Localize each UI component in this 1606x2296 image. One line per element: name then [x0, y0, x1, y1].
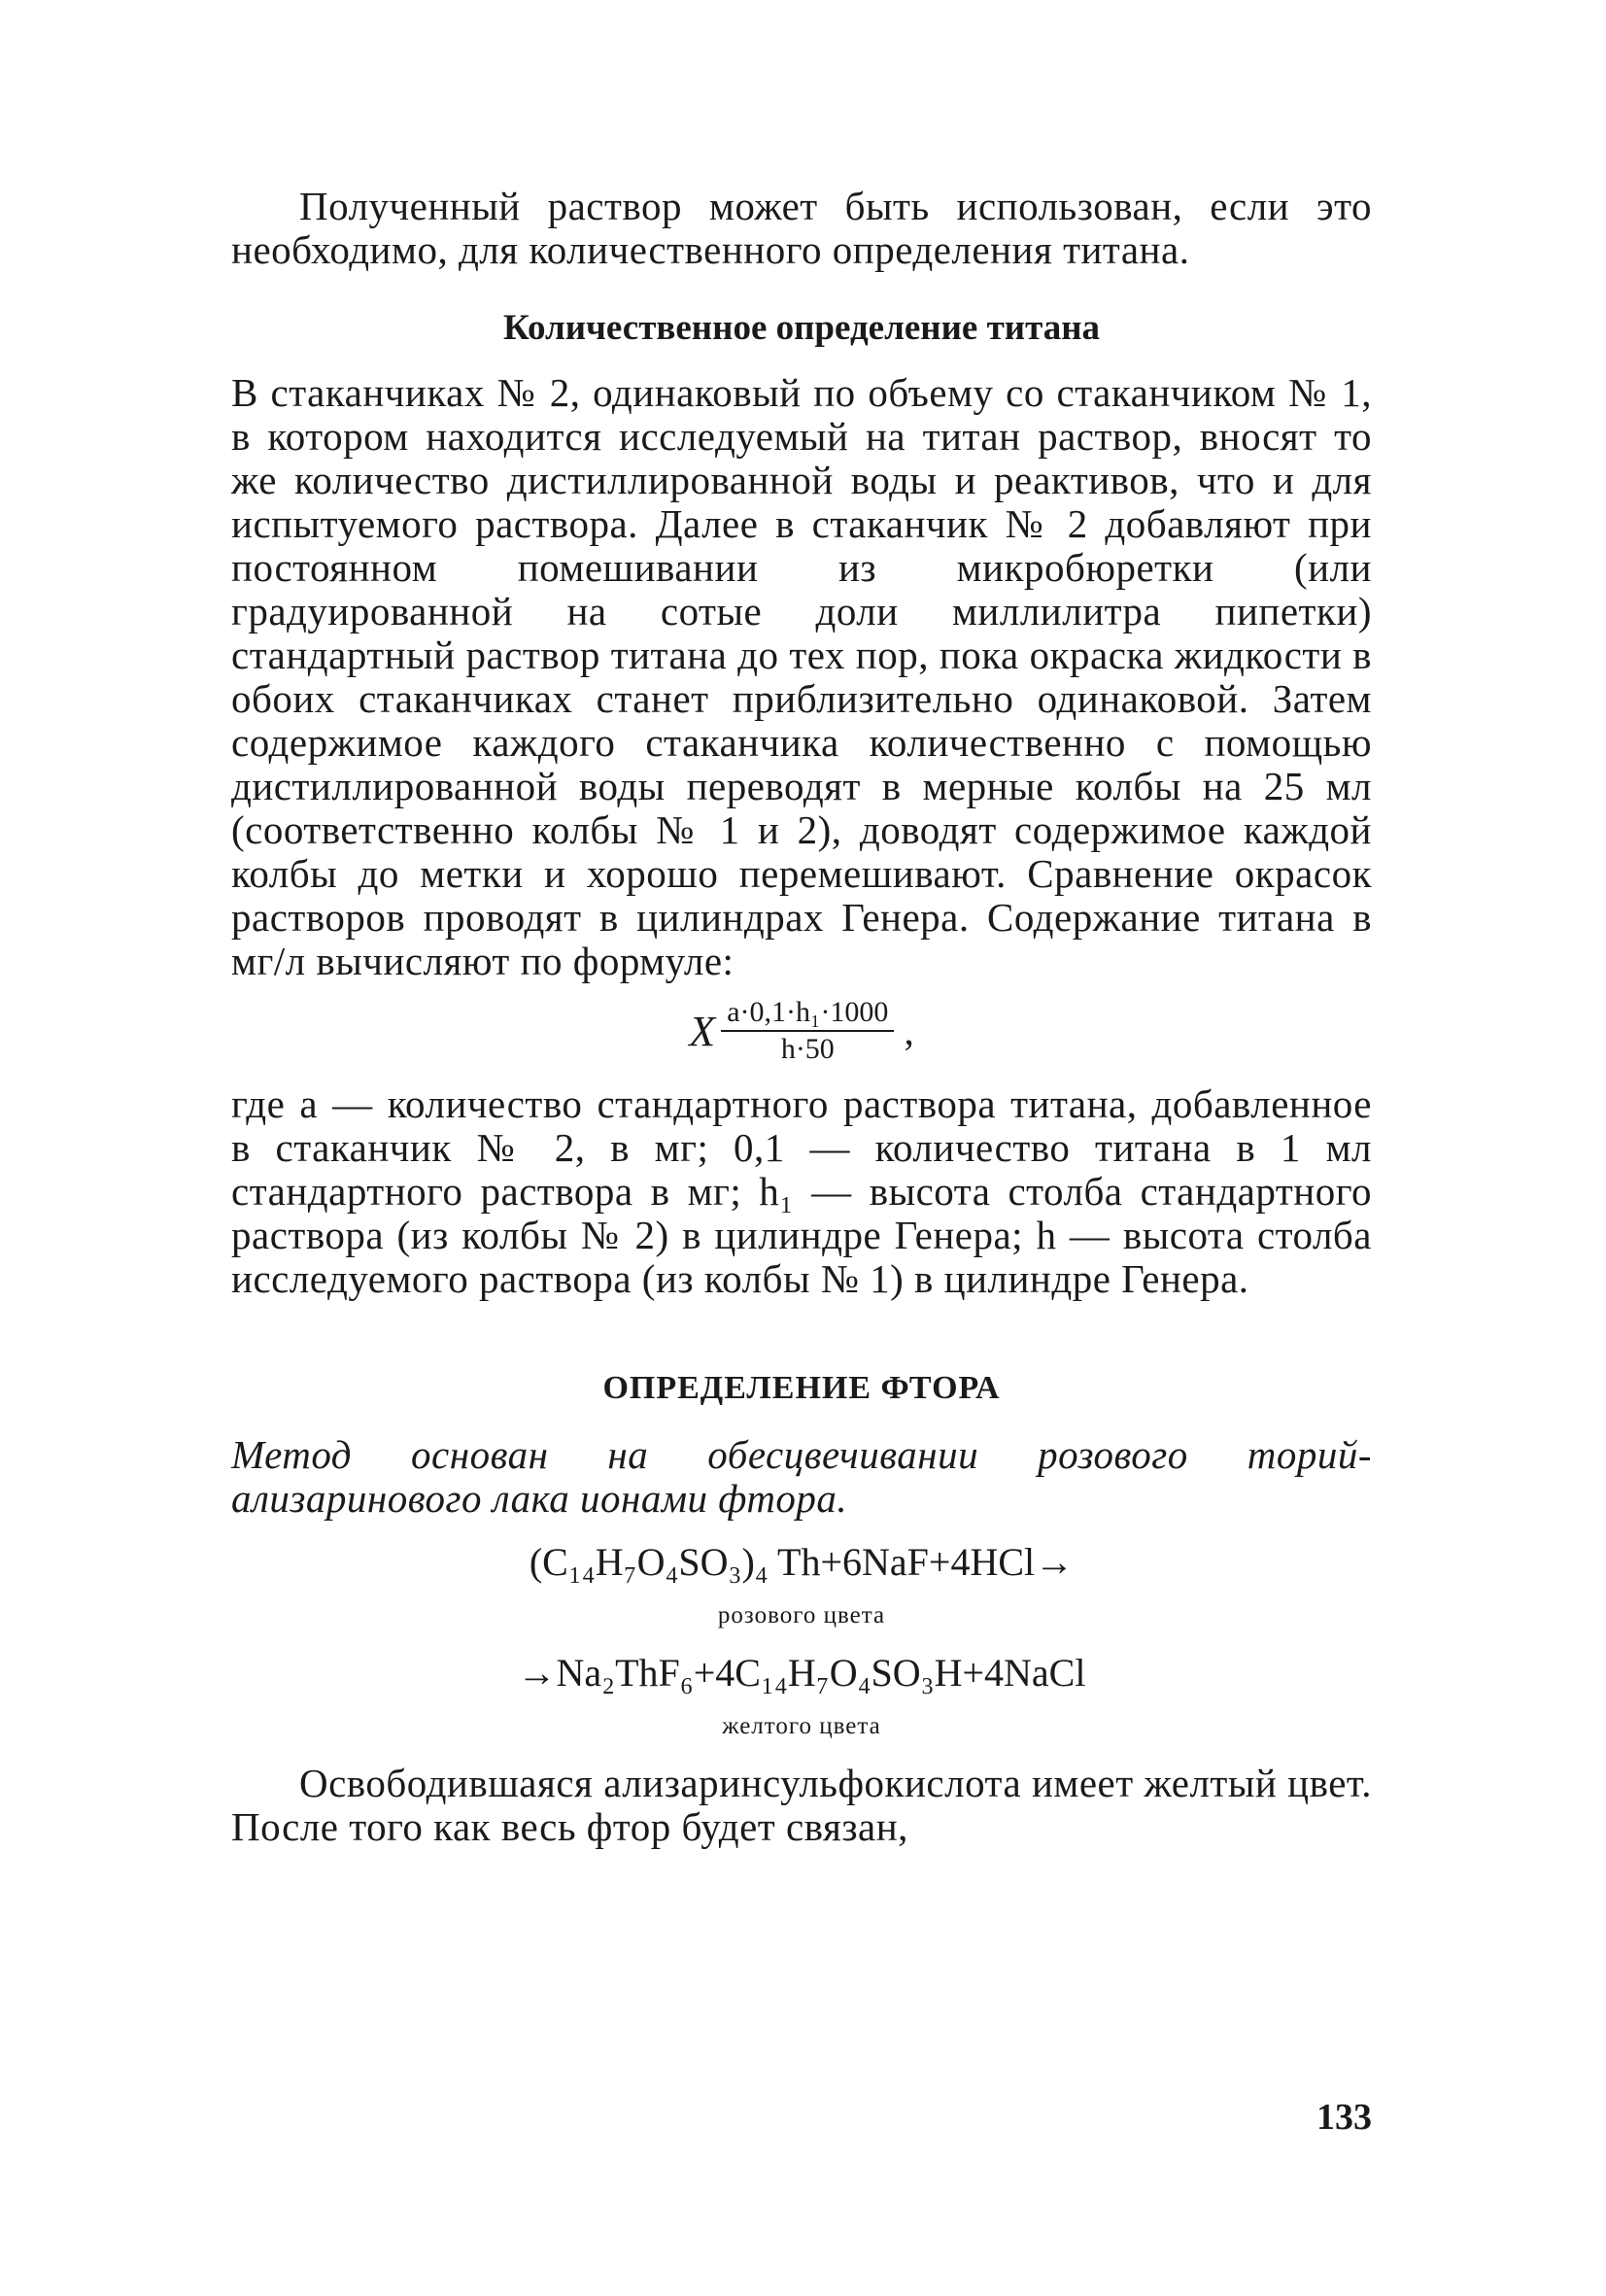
- page-number: 133: [1316, 2097, 1372, 2138]
- page-body: [231, 185, 1372, 1849]
- formula-fraction: [721, 997, 894, 1065]
- closing-paragraph: Освободившаяся ализаринсульфокислота имеет желтый цвет. После того как весь фтор будет связан,: [231, 1761, 1372, 1849]
- reaction-equation-line2: →Na₂ThF₆+4C₁₄H₇O₄SO₃H+4NaCl: [517, 1651, 1086, 1695]
- reaction-equation-line1: (C₁₄H₇O₄SO₃)₄ Th+6NaF+4HCl→: [529, 1540, 1075, 1584]
- section-title-titanium: Количественное определение титана: [502, 308, 1101, 348]
- section-title-fluorine: ОПРЕДЕЛЕНИЕ ФТОРА: [602, 1370, 1001, 1406]
- reaction-caption-yellow: желтого цвета: [722, 1713, 881, 1739]
- reaction-caption-pink: розового цвета: [717, 1602, 886, 1628]
- formula-variable: X: [689, 1007, 716, 1055]
- fluorine-method-paragraph: Метод основан на обесцвечивании розового торий-ализаринового лака ионами фтора.: [231, 1432, 1372, 1521]
- titanium-body-paragraph: В стаканчиках № 2, одинаковый по объему со стаканчиком № 1, в котором находится исследуемый на титан раствор, вносят то же количество дистиллированной воды и реактивов, что и для испытуемого раствора. Далее в стаканчик № 2 добавляют при постоянном помешивании из микробюретки (или градуированной на сотые доли миллилитра пипетки) стандартный раствор титана до тех пор, пока окраска жидкости в обоих стаканчиках станет приблизительно одинаковой. Затем содержимое каждого стаканчика количественно с помощью дистиллированной воды переводят в мерные колбы на 25 мл (соответственно колбы № 1 и 2), доводят содержимое каждой колбы до метки и хорошо перемешивают. Сравнение окрасок растворов проводят в цилиндрах Генера. Содержание титана в мг/л вычисляют по формуле:: [231, 370, 1372, 983]
- intro-paragraph: Полученный раствор может быть использован, если это необходимо, для количественного определения титана.: [231, 184, 1372, 272]
- formula-numerator: a·0,1·h₁·1000: [721, 997, 894, 1032]
- formula-denominator: h·50: [780, 1033, 835, 1065]
- formula-explanation: где a — количество стандартного раствора титана, добавленное в стаканчик № 2, в мг; 0,1 — количество титана в 1 мл стандартного раствора в мг; h₁ — высота столба стандартного раствора (из колбы № 2) в цилиндре Генера; h — высота столба исследуемого раствора (из колбы № 1) в цилиндре Генера.: [231, 1081, 1372, 1301]
- formula-trailing: ,: [904, 1009, 914, 1053]
- titanium-formula: [231, 997, 1372, 1065]
